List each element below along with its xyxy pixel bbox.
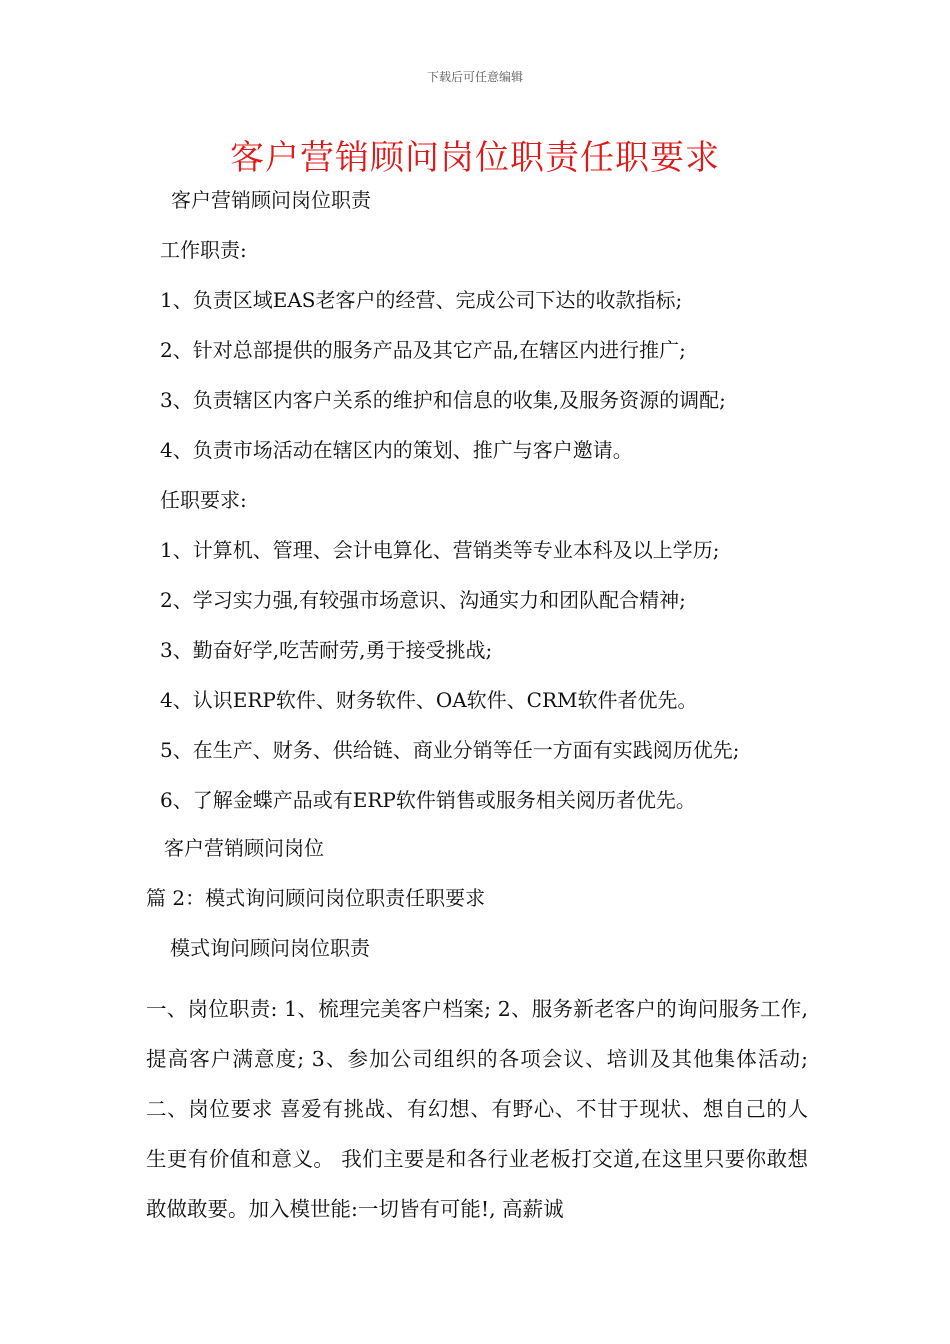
section2-heading: 模式询问顾问岗位职责	[170, 936, 370, 960]
header-note: 下载后可任意编辑	[426, 70, 523, 84]
duty-item: 2、针对总部提供的服务产品及其它产品,在辖区内进行推广;	[160, 338, 686, 362]
document-title: 客户营销顾问岗位职责任职要求	[230, 138, 720, 178]
requirement-item: 2、学习实力强,有较强市场意识、沟通实力和团队配合精神;	[160, 588, 686, 612]
requirement-item: 5、在生产、财务、供给链、商业分销等任一方面有实践阅历优先;	[160, 738, 740, 762]
section2-title: 篇 2：模式询问顾问岗位职责任职要求	[146, 886, 486, 910]
duty-item: 3、负责辖区内客户关系的维护和信息的收集,及服务资源的调配;	[160, 388, 726, 412]
duty-item: 1、负责区域EAS老客户的经营、完成公司下达的收款指标;	[160, 288, 683, 312]
requirement-item: 4、认识ERP软件、财务软件、OA软件、CRM软件者优先。	[160, 688, 698, 712]
duties-label: 工作职责:	[160, 238, 247, 262]
duty-item: 4、负责市场活动在辖区内的策划、推广与客户邀请。	[160, 438, 633, 462]
requirements-label: 任职要求:	[160, 488, 247, 512]
section1-footer: 客户营销顾问岗位	[164, 836, 324, 860]
requirement-item: 1、计算机、管理、会计电算化、营销类等专业本科及以上学历;	[160, 538, 720, 562]
requirement-item: 3、勤奋好学,吃苦耐劳,勇于接受挑战;	[160, 638, 493, 662]
section2-paragraph: 一、岗位职责: 1、梳理完美客户档案; 2、服务新老客户的询问服务工作,提高客户满意度; 3、参加公司组织的各项会议、培训及其他集体活动; 二、岗位要求 喜爱有挑战、有幻想、有野心、不甘于现状、想自己的人生更有价值和意义。 我们主要是和各行业老板打交道,在这里只要你敢想敢做敢要。加入模世能:一切皆有可能!, 高薪诚	[146, 997, 808, 1221]
section1-heading: 客户营销顾问岗位职责	[171, 188, 371, 212]
requirement-item: 6、了解金蝶产品或有ERP软件销售或服务相关阅历者优先。	[160, 788, 696, 812]
